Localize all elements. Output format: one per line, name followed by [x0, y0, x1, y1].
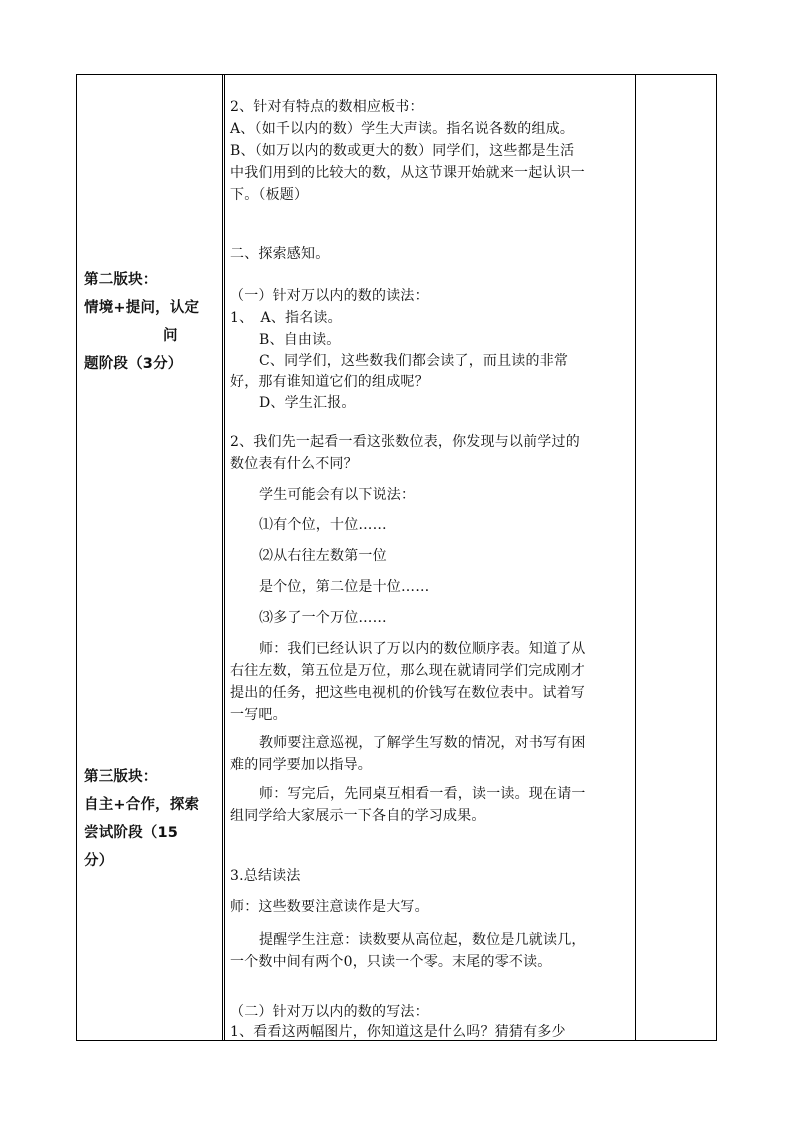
- column-divider: [222, 75, 223, 1040]
- content-line: 下。（板题）: [230, 187, 309, 203]
- content-line: 3.总结读法: [230, 868, 301, 884]
- content-line: 一写吧。: [230, 707, 287, 723]
- content-line: B、（如万以内的数或更大的数）同学们，这些都是生活: [230, 143, 575, 159]
- content-line: 2、针对有特点的数相应板书：: [230, 99, 424, 115]
- subsection-heading: （一）针对万以内的数的读法：: [230, 288, 429, 304]
- content-line: 组同学给大家展示一下各自的学习成果。: [230, 808, 486, 824]
- block3-label: 第三版块：: [84, 769, 158, 785]
- block2-label: 第二版块：: [84, 272, 158, 288]
- subsection-heading: （二）针对万以内的数的写法：: [230, 1004, 429, 1020]
- content-line: A、（如千以内的数）学生大声读。指名说各数的组成。: [230, 121, 575, 137]
- column-divider: [224, 75, 225, 1040]
- content-line: ⑶多了一个万位……: [259, 610, 387, 626]
- content-line: 师：这些数要注意读作是大写。: [230, 899, 429, 915]
- content-line: D、学生汇报。: [259, 395, 356, 411]
- content-line: 提醒学生注意：读数要从高位起，数位是几就读几，: [259, 932, 586, 948]
- content-line: 2、我们先一起看一看这张数位表，你发现与以前学过的: [230, 434, 580, 450]
- content-line: 是个位，第二位是十位……: [259, 579, 430, 595]
- content-line: ⑵从右往左数第一位: [259, 548, 387, 564]
- content-line: 好，那有谁知道它们的组成呢？: [230, 374, 429, 390]
- column-divider: [635, 75, 636, 1040]
- block3-label: 分）: [84, 853, 114, 869]
- content-line: 教师要注意巡视，了解学生写数的情况，对书写有困: [259, 735, 586, 751]
- lesson-plan-table: [76, 74, 717, 1041]
- block2-label: 情境+提问，认定: [84, 300, 200, 316]
- content-line: C、同学们，这些数我们都会读了，而且读的非常: [259, 353, 569, 369]
- block3-label: 尝试阶段（15: [84, 825, 179, 841]
- content-line: 师：我们已经认识了万以内的数位顺序表。知道了从: [259, 641, 586, 657]
- content-line: 中我们用到的比较大的数，从这节课开始就来一起认识一: [230, 165, 585, 181]
- content-line: 1、看看这两幅图片，你知道这是什么吗？猜猜有多少: [230, 1024, 566, 1040]
- section-heading: 二、探索感知。: [230, 246, 330, 262]
- block2-label: 问: [163, 328, 178, 344]
- content-line: ⑴有个位，十位……: [259, 517, 387, 533]
- content-line: 数位表有什么不同？: [230, 456, 358, 472]
- block3-label: 自主+合作，探索: [84, 797, 200, 813]
- content-line: 右往左数，第五位是万位，那么现在就请同学们完成刚才: [230, 663, 585, 679]
- content-line: 学生可能会有以下说法：: [259, 487, 416, 503]
- content-line: 难的同学要加以指导。: [230, 757, 372, 773]
- content-line: 一个数中间有两个0，只读一个零。末尾的零不读。: [230, 954, 552, 970]
- content-line: 师：写完后，先同桌互相看一看，读一读。现在请一: [259, 786, 586, 802]
- content-line: 提出的任务，把这些电视机的价钱写在数位表中。试着写: [230, 685, 585, 701]
- content-line: 1、 A、指名读。: [230, 310, 342, 326]
- content-line: B、自由读。: [259, 332, 341, 348]
- block2-label: 题阶段（3分）: [84, 356, 183, 372]
